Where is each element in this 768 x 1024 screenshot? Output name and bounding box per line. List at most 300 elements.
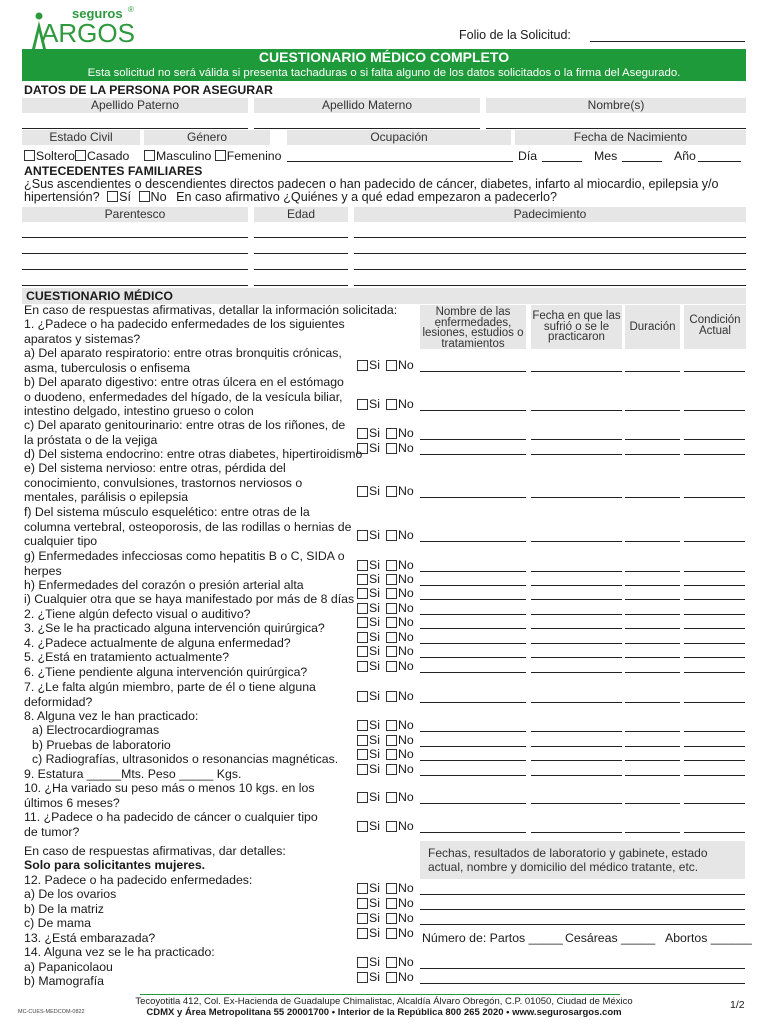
condicion-field[interactable]: [684, 803, 745, 804]
no-checkbox[interactable]: [386, 720, 397, 731]
si-checkbox[interactable]: [357, 632, 368, 643]
si-label: Si: [369, 601, 380, 615]
condicion-field[interactable]: [684, 497, 745, 498]
fecha-field[interactable]: [531, 371, 622, 372]
question-14b: b) Mamografía: [24, 974, 104, 988]
fecha-field[interactable]: [531, 672, 622, 673]
si-checkbox[interactable]: [357, 603, 368, 614]
question-5: 5. ¿Está en tratamiento actualmente?: [24, 650, 230, 664]
col-duracion: Duración: [625, 305, 680, 349]
no-label: No: [398, 426, 414, 440]
no-checkbox[interactable]: [386, 972, 397, 983]
si-checkbox[interactable]: [357, 898, 368, 909]
enfermedad-field[interactable]: [420, 731, 526, 732]
enfermedad-field[interactable]: [420, 614, 526, 615]
no-checkbox[interactable]: [386, 898, 397, 909]
condicion-field[interactable]: [684, 439, 745, 440]
question-1a: a) Del aparato respiratorio: entre otras bronquitis crónicas, asma, tuberculosis o enfisema: [24, 346, 342, 375]
section-personal-heading: DATOS DE LA PERSONA POR ASEGURAR: [24, 83, 273, 97]
detalle-field[interactable]: [420, 894, 745, 895]
si-label: Si: [369, 689, 380, 703]
question-4: 4. ¿Padece actualmente de alguna enfermedad?: [24, 636, 291, 650]
logo: [28, 6, 138, 50]
duracion-field[interactable]: [625, 746, 680, 747]
si-checkbox[interactable]: [357, 617, 368, 628]
no-checkbox[interactable]: [386, 530, 397, 541]
si-checkbox[interactable]: [357, 928, 368, 939]
dia-field[interactable]: [542, 161, 582, 162]
question-6: 6. ¿Tiene pendiente alguna intervención quirúrgica?: [24, 665, 308, 679]
no-label: No: [398, 601, 414, 615]
question-12: 12. Padece o ha padecido enfermedades:: [24, 873, 253, 887]
enfermedad-field[interactable]: [420, 439, 526, 440]
femenino-checkbox[interactable]: [215, 150, 226, 161]
si-checkbox[interactable]: [357, 428, 368, 439]
no-checkbox[interactable]: [386, 883, 397, 894]
no-checkbox[interactable]: [386, 588, 397, 599]
condicion-field[interactable]: [684, 371, 745, 372]
question-1: 1. ¿Padece o ha padecido enfermedades de los siguientes aparatos y sistemas?: [24, 317, 345, 346]
question-10: 10. ¿Ha variado su peso más o menos 10 kgs. en los últimos 6 meses?: [24, 781, 315, 810]
form-title: CUESTIONARIO MÉDICO COMPLETO: [22, 49, 746, 66]
masculino-checkbox[interactable]: [144, 150, 155, 161]
fecha-field[interactable]: [531, 585, 622, 586]
logo-registered-mark: ®: [128, 5, 134, 14]
condicion-field[interactable]: [684, 657, 745, 658]
enfermedad-field[interactable]: [420, 497, 526, 498]
details-header: [420, 841, 745, 879]
si-checkbox[interactable]: [357, 360, 368, 371]
apellido-materno-field[interactable]: [254, 128, 480, 129]
apellido-paterno-field[interactable]: [22, 128, 248, 129]
col-ocupacion: Ocupación: [287, 130, 511, 145]
no-label: No: [398, 955, 414, 969]
question-1d: d) Del sistema endocrino: entre otras diabetes, hipertiroidismo: [24, 447, 363, 461]
condicion-field[interactable]: [684, 599, 745, 600]
question-1e: e) Del sistema nervioso: entre otras, pérdida del conocimiento, convulsiones, trastornos nerviosos o mentales, parálisis o epilepsia: [24, 461, 303, 504]
condicion-field[interactable]: [684, 410, 745, 411]
women-intro: En caso de respuestas afirmativas, dar detalles:: [24, 844, 286, 858]
enfermedad-field[interactable]: [420, 643, 526, 644]
section-medical-heading: CUESTIONARIO MÉDICO: [26, 289, 173, 303]
enfermedad-field[interactable]: [420, 454, 526, 455]
enfermedad-field[interactable]: [420, 585, 526, 586]
condicion-field[interactable]: [684, 731, 745, 732]
si-label: Si: [369, 718, 380, 732]
si-label: Si: [369, 911, 380, 925]
si-checkbox[interactable]: [357, 792, 368, 803]
padecimiento-field[interactable]: [354, 269, 746, 270]
estado-civil-options: [24, 149, 129, 164]
parentesco-field[interactable]: [22, 237, 248, 238]
logo-seguros: seguros: [72, 6, 123, 21]
si-label: Si: [369, 528, 380, 542]
fecha-field[interactable]: [531, 775, 622, 776]
si-label: Si: [369, 397, 380, 411]
question-1b: b) Del aparato digestivo: entre otras úlcera en el estómago o duodeno, enfermedades del hígado, de la vesícula biliar, intestino delgado, intestino grueso o colon: [24, 375, 344, 418]
family-question-line2: [24, 190, 557, 205]
question-7: 7. ¿Le falta algún miembro, parte de él o tiene alguna deformidad?: [24, 680, 316, 709]
cesareas-label: Cesáreas _____: [565, 931, 656, 945]
footer-contact: CDMX y Área Metropolitana 55 20001700 • Interior de la República 800 265 2020 • www.segurosargos.com: [146, 1007, 622, 1018]
no-label: No: [398, 733, 414, 747]
family-question-line1: ¿Sus ascendientes o descendientes directos padecen o han padecido de cáncer, diabetes, infarto al miocardio, epilepsia y/o: [24, 177, 719, 191]
edad-field[interactable]: [254, 269, 348, 270]
detalle-field[interactable]: [420, 909, 745, 910]
edad-field[interactable]: [254, 285, 348, 286]
folio-field[interactable]: [590, 41, 745, 42]
no-checkbox[interactable]: [386, 792, 397, 803]
enfermedad-field[interactable]: [420, 571, 526, 572]
no-label: No: [398, 689, 414, 703]
fecha-field[interactable]: [531, 454, 622, 455]
condicion-field[interactable]: [684, 614, 745, 615]
casado-label: Casado: [86, 149, 130, 163]
no-label: No: [398, 528, 414, 542]
family-si-label: Sí: [119, 190, 132, 204]
duracion-field[interactable]: [625, 628, 680, 629]
no-checkbox[interactable]: [386, 399, 397, 410]
si-label: Si: [369, 881, 380, 895]
si-checkbox[interactable]: [357, 957, 368, 968]
si-checkbox[interactable]: [357, 560, 368, 571]
col-apellido-paterno: Apellido Paterno: [22, 98, 248, 113]
col-edad: Edad: [254, 207, 348, 222]
si-checkbox[interactable]: [357, 821, 368, 832]
si-checkbox[interactable]: [357, 588, 368, 599]
enfermedad-field[interactable]: [420, 760, 526, 761]
fecha-field[interactable]: [531, 760, 622, 761]
detalle-field[interactable]: [420, 983, 745, 984]
nombres-field[interactable]: [486, 128, 746, 129]
no-label: No: [398, 659, 414, 673]
fecha-field[interactable]: [531, 643, 622, 644]
casado-checkbox[interactable]: [75, 150, 86, 161]
si-checkbox[interactable]: [357, 749, 368, 760]
detalle-field[interactable]: [420, 968, 745, 969]
condicion-field[interactable]: [684, 746, 745, 747]
question-13: 13. ¿Está embarazada?: [24, 931, 156, 945]
no-label: No: [398, 911, 414, 925]
condicion-field[interactable]: [684, 775, 745, 776]
enfermedad-field[interactable]: [420, 371, 526, 372]
abortos-label: Abortos ______: [665, 931, 752, 945]
details-header-text: Fechas, resultados de laboratorio y gabinete, estado actual, nombre y domicilio del médico tratante, etc.: [428, 846, 708, 874]
dia-label: Día: [518, 149, 538, 163]
condicion-field[interactable]: [684, 541, 745, 542]
no-label: No: [398, 615, 414, 629]
enfermedad-field[interactable]: [420, 775, 526, 776]
question-12a: a) De los ovarios: [24, 887, 117, 901]
si-checkbox[interactable]: [357, 764, 368, 775]
enfermedad-field[interactable]: [420, 746, 526, 747]
fecha-field[interactable]: [531, 702, 622, 703]
no-label: No: [398, 572, 414, 586]
si-label: Si: [369, 733, 380, 747]
si-label: Si: [369, 955, 380, 969]
no-label: No: [398, 790, 414, 804]
enfermedad-field[interactable]: [420, 832, 526, 833]
question-11: 11. ¿Padece o ha padecido de cáncer o cualquier tipo de tumor?: [24, 810, 318, 839]
form-code: MC-CUES-MEDCOM-0822: [18, 1009, 85, 1015]
si-label: Si: [369, 630, 380, 644]
duracion-field[interactable]: [625, 599, 680, 600]
condicion-field[interactable]: [684, 454, 745, 455]
soltero-checkbox[interactable]: [24, 150, 35, 161]
no-checkbox[interactable]: [386, 560, 397, 571]
enfermedad-field[interactable]: [420, 672, 526, 673]
enfermedad-field[interactable]: [420, 410, 526, 411]
section-family-heading: ANTECEDENTES FAMILIARES: [24, 164, 203, 178]
duracion-field[interactable]: [625, 454, 680, 455]
question-2: 2. ¿Tiene algún defecto visual o auditivo?: [24, 607, 251, 621]
fecha-field[interactable]: [531, 657, 622, 658]
col-fecha-sufrio: Fecha en que las sufrió o se le practicaron: [531, 305, 622, 349]
no-checkbox[interactable]: [386, 574, 397, 585]
enfermedad-field[interactable]: [420, 803, 526, 804]
si-checkbox[interactable]: [357, 646, 368, 657]
parentesco-field[interactable]: [22, 285, 248, 286]
no-checkbox[interactable]: [386, 913, 397, 924]
duracion-field[interactable]: [625, 371, 680, 372]
no-checkbox[interactable]: [386, 821, 397, 832]
col-nombres: Nombre(s): [486, 98, 746, 113]
si-checkbox[interactable]: [357, 972, 368, 983]
si-label: Si: [369, 970, 380, 984]
enfermedad-field[interactable]: [420, 541, 526, 542]
fecha-field[interactable]: [531, 628, 622, 629]
condicion-field[interactable]: [684, 571, 745, 572]
ocupacion-field[interactable]: [287, 161, 513, 162]
question-1i: i) Cualquier otra que se haya manifestado por más de 8 días: [24, 592, 355, 606]
footer-address: Tecoyotitla 412, Col. Ex-Hacienda de Guadalupe Chimalistac, Alcaldía Álvaro Obregón, C.P. 01050, Ciudad de México: [135, 996, 633, 1007]
duracion-field[interactable]: [625, 571, 680, 572]
no-label: No: [398, 926, 414, 940]
no-checkbox[interactable]: [386, 360, 397, 371]
col-parentesco: Parentesco: [22, 207, 248, 222]
condicion-field[interactable]: [684, 672, 745, 673]
si-checkbox[interactable]: [357, 486, 368, 497]
si-label: Si: [369, 441, 380, 455]
duracion-field[interactable]: [625, 614, 680, 615]
si-label: Si: [369, 790, 380, 804]
duracion-field[interactable]: [625, 803, 680, 804]
genero-options: [144, 149, 281, 164]
col-apellido-materno: Apellido Materno: [254, 98, 480, 113]
enfermedad-field[interactable]: [420, 628, 526, 629]
no-label: No: [398, 644, 414, 658]
enfermedad-field[interactable]: [420, 599, 526, 600]
col-condicion-actual: Condición Actual: [684, 305, 746, 349]
col-nombre-enfermedades: Nombre de las enfermedades, lesiones, estudios o tratamientos: [420, 305, 526, 349]
fecha-field[interactable]: [531, 541, 622, 542]
no-label: No: [398, 718, 414, 732]
question-8a: a) Electrocardiogramas: [32, 723, 160, 737]
si-label: Si: [369, 358, 380, 372]
condicion-field[interactable]: [684, 832, 745, 833]
family-question-followup: En caso afirmativo ¿Quiénes y a qué edad empezaron a padecerlo?: [176, 190, 557, 204]
fecha-field[interactable]: [531, 571, 622, 572]
no-label: No: [398, 441, 414, 455]
no-checkbox[interactable]: [386, 749, 397, 760]
anio-label: Año: [674, 149, 696, 163]
femenino-label: Femenino: [226, 149, 282, 163]
mes-field[interactable]: [622, 161, 662, 162]
fecha-field[interactable]: [531, 439, 622, 440]
si-checkbox[interactable]: [357, 735, 368, 746]
si-label: Si: [369, 659, 380, 673]
condicion-field[interactable]: [684, 760, 745, 761]
duracion-field[interactable]: [625, 497, 680, 498]
no-checkbox[interactable]: [386, 443, 397, 454]
question-14: 14. Alguna vez se le ha practicado:: [24, 945, 215, 959]
family-no-checkbox[interactable]: [139, 191, 150, 202]
validity-warning: Esta solicitud no será válida si presenta tachaduras o si falta alguno de los datos solicitados o la firma del Asegurado.: [22, 66, 746, 81]
si-checkbox[interactable]: [357, 661, 368, 672]
duracion-field[interactable]: [625, 439, 680, 440]
si-checkbox[interactable]: [357, 691, 368, 702]
si-label: Si: [369, 572, 380, 586]
no-label: No: [398, 747, 414, 761]
women-only-label: Solo para solicitantes mujeres.: [24, 858, 206, 872]
duracion-field[interactable]: [625, 541, 680, 542]
question-12b: b) De la matriz: [24, 902, 104, 916]
medical-intro: En caso de respuestas afirmativas, detallar la información solicitada:: [24, 303, 398, 317]
no-checkbox[interactable]: [386, 661, 397, 672]
no-label: No: [398, 358, 414, 372]
duracion-field[interactable]: [625, 657, 680, 658]
folio-label: Folio de la Solicitud:: [459, 28, 571, 42]
no-label: No: [398, 558, 414, 572]
no-label: No: [398, 896, 414, 910]
anio-field[interactable]: [698, 161, 741, 162]
si-checkbox[interactable]: [357, 443, 368, 454]
question-14a: a) Papanicolaou: [24, 960, 113, 974]
condicion-field[interactable]: [684, 628, 745, 629]
si-label: Si: [369, 615, 380, 629]
no-checkbox[interactable]: [386, 957, 397, 968]
si-checkbox[interactable]: [357, 530, 368, 541]
col-genero: Género: [144, 130, 270, 145]
detalle-field[interactable]: [420, 924, 745, 925]
question-12c: c) De mama: [24, 916, 91, 930]
si-label: Si: [369, 747, 380, 761]
fecha-field[interactable]: [531, 410, 622, 411]
soltero-label: Soltero: [36, 149, 75, 163]
mes-label: Mes: [594, 149, 618, 163]
fecha-field[interactable]: [531, 599, 622, 600]
si-label: Si: [369, 926, 380, 940]
family-question-hipertension: hipertensión?: [24, 190, 100, 204]
duracion-field[interactable]: [625, 410, 680, 411]
no-label: No: [398, 762, 414, 776]
question-1h: h) Enfermedades del corazón o presión arterial alta: [24, 578, 304, 592]
question-8c: c) Radiografías, ultrasonidos o resonancias magnéticas.: [32, 752, 339, 766]
no-checkbox[interactable]: [386, 764, 397, 775]
duracion-field[interactable]: [625, 832, 680, 833]
duracion-field[interactable]: [625, 775, 680, 776]
si-checkbox[interactable]: [357, 574, 368, 585]
condicion-field[interactable]: [684, 702, 745, 703]
si-label: Si: [369, 586, 380, 600]
duracion-field[interactable]: [625, 760, 680, 761]
duracion-field[interactable]: [625, 672, 680, 673]
condicion-field[interactable]: [684, 643, 745, 644]
duracion-field[interactable]: [625, 585, 680, 586]
page-number: 1/2: [730, 999, 745, 1011]
fecha-field[interactable]: [531, 614, 622, 615]
partos-label: Número de: Partos _____: [422, 931, 563, 945]
fecha-field[interactable]: [531, 832, 622, 833]
no-checkbox[interactable]: [386, 735, 397, 746]
col-fecha-nacimiento: Fecha de Nacimiento: [515, 130, 746, 145]
si-checkbox[interactable]: [357, 720, 368, 731]
duracion-field[interactable]: [625, 643, 680, 644]
no-checkbox[interactable]: [386, 428, 397, 439]
duracion-field[interactable]: [625, 731, 680, 732]
no-checkbox[interactable]: [386, 928, 397, 939]
si-label: Si: [369, 558, 380, 572]
logo-argos: ARGOS: [41, 18, 135, 48]
si-checkbox[interactable]: [357, 399, 368, 410]
family-si-checkbox[interactable]: [107, 191, 118, 202]
si-label: Si: [369, 426, 380, 440]
masculino-label: Masculino: [156, 149, 212, 163]
parentesco-field[interactable]: [22, 269, 248, 270]
fecha-field[interactable]: [531, 803, 622, 804]
question-8: 8. Alguna vez le han practicado:: [24, 709, 199, 723]
condicion-field[interactable]: [684, 585, 745, 586]
si-label: Si: [369, 762, 380, 776]
fecha-field[interactable]: [531, 731, 622, 732]
no-checkbox[interactable]: [386, 486, 397, 497]
no-checkbox[interactable]: [386, 691, 397, 702]
duracion-field[interactable]: [625, 702, 680, 703]
si-label: Si: [369, 819, 380, 833]
no-label: No: [398, 819, 414, 833]
no-checkbox[interactable]: [386, 603, 397, 614]
question-9: 9. Estatura _____Mts. Peso _____ Kgs.: [24, 767, 242, 781]
fecha-field[interactable]: [531, 497, 622, 498]
si-checkbox[interactable]: [357, 913, 368, 924]
si-label: Si: [369, 484, 380, 498]
si-checkbox[interactable]: [357, 883, 368, 894]
question-1g: g) Enfermedades infecciosas como hepatitis B o C, SIDA o herpes: [24, 549, 345, 578]
no-label: No: [398, 397, 414, 411]
enfermedad-field[interactable]: [420, 702, 526, 703]
no-label: No: [398, 881, 414, 895]
fecha-field[interactable]: [531, 746, 622, 747]
no-checkbox[interactable]: [386, 632, 397, 643]
parentesco-field[interactable]: [22, 253, 248, 254]
edad-field[interactable]: [254, 253, 348, 254]
footer-divider: [140, 994, 620, 995]
padecimiento-field[interactable]: [354, 285, 746, 286]
si-label: Si: [369, 644, 380, 658]
question-1c: c) Del aparato genitourinario: entre otras de los riñones, de la próstata o de la vejiga: [24, 418, 346, 447]
col-padecimiento: Padecimiento: [354, 207, 746, 222]
edad-field[interactable]: [254, 237, 348, 238]
padecimiento-field[interactable]: [354, 253, 746, 254]
no-checkbox[interactable]: [386, 646, 397, 657]
question-1f: f) Del sistema músculo esquelético: entre otras de la columna vertebral, osteoporosis, de las rodillas o hernias de cualquier tipo: [24, 505, 352, 548]
no-label: No: [398, 484, 414, 498]
no-label: No: [398, 970, 414, 984]
enfermedad-field[interactable]: [420, 657, 526, 658]
no-checkbox[interactable]: [386, 617, 397, 628]
si-label: Si: [369, 896, 380, 910]
padecimiento-field[interactable]: [354, 237, 746, 238]
